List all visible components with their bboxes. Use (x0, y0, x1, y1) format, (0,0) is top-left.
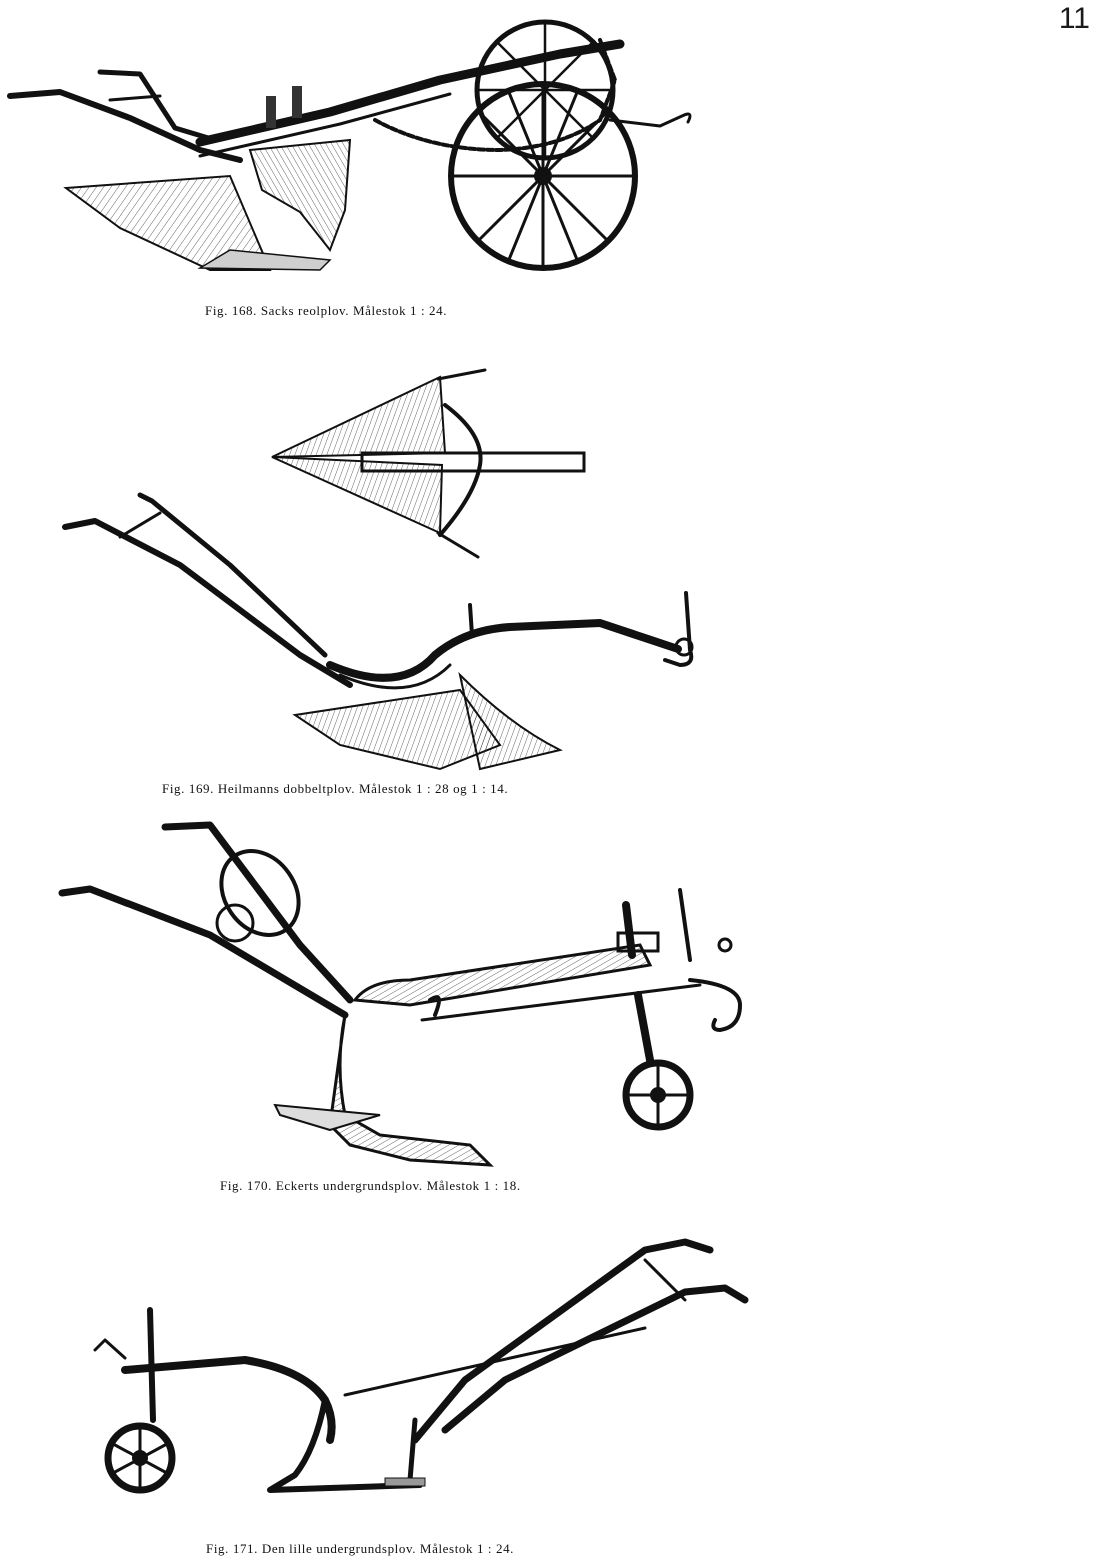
figure-171-caption: Fig. 171. Den lille undergrundsplov. Målestok 1 : 24. (206, 1541, 515, 1556)
figure-168-illustration (0, 0, 720, 290)
figure-168-caption: Fig. 168. Sacks reolplov. Målestok 1 : 24. (205, 303, 448, 318)
figure-169-illustration (40, 365, 740, 780)
figure-170-illustration (50, 815, 770, 1175)
figure-170-caption: Fig. 170. Eckerts undergrundsplov. Målestok 1 : 18. (220, 1178, 521, 1193)
page-number: 11 (1058, 2, 1090, 35)
figure-171-illustration (85, 1220, 765, 1505)
figure-169-caption: Fig. 169. Heilmanns dobbeltplov. Målestok 1 : 28 og 1 : 14. (162, 781, 509, 796)
